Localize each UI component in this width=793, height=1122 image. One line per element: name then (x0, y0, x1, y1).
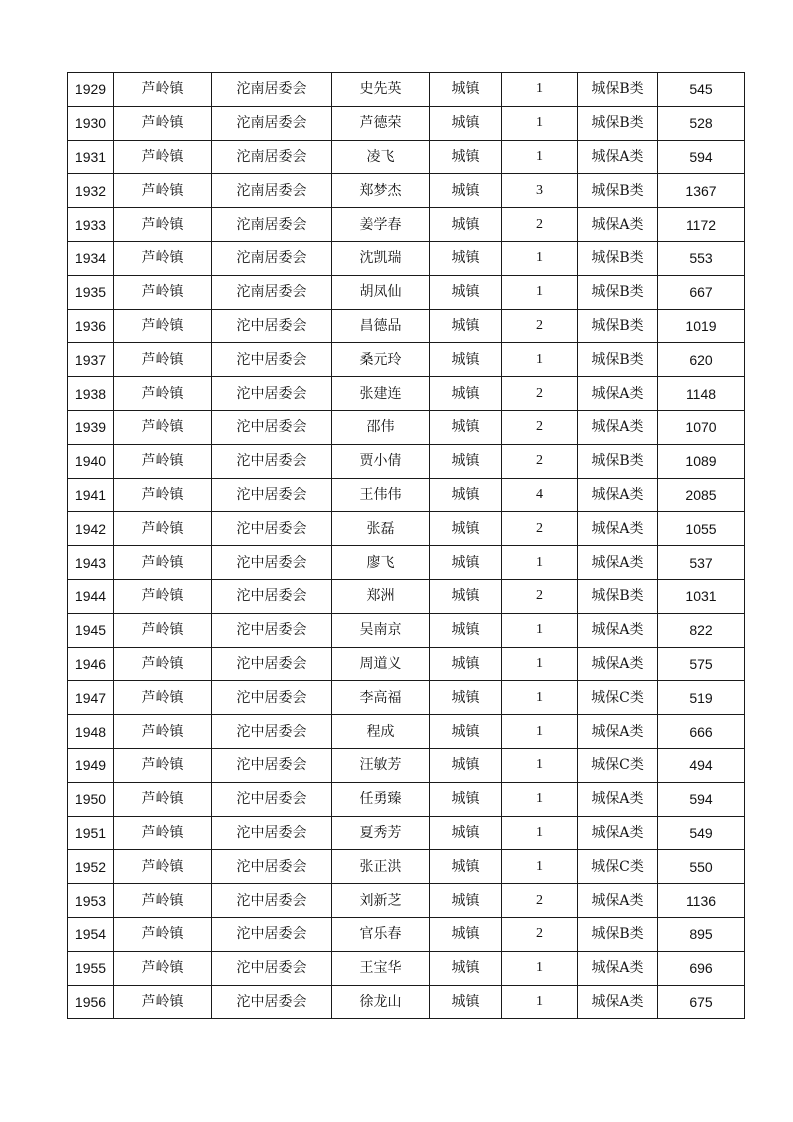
household-type-cell: 城镇 (430, 410, 502, 444)
community-cell: 沱中居委会 (212, 951, 332, 985)
record-number-cell: 1946 (68, 647, 114, 681)
community-cell: 沱中居委会 (212, 579, 332, 613)
assistance-category-cell: 城保A类 (578, 613, 658, 647)
town-cell: 芦岭镇 (114, 512, 212, 546)
table-row (68, 410, 745, 444)
household-type-cell: 城镇 (430, 174, 502, 208)
table-row (68, 546, 745, 580)
household-type-cell: 城镇 (430, 208, 502, 242)
household-type-cell: 城镇 (430, 613, 502, 647)
record-number-cell: 1930 (68, 106, 114, 140)
amount-cell: 545 (658, 73, 745, 107)
record-number-cell: 1940 (68, 444, 114, 478)
amount-cell: 895 (658, 917, 745, 951)
name-cell: 周道义 (332, 647, 430, 681)
name-cell: 沈凯瑞 (332, 241, 430, 275)
table-row (68, 647, 745, 681)
town-cell: 芦岭镇 (114, 681, 212, 715)
town-cell: 芦岭镇 (114, 985, 212, 1019)
amount-cell: 553 (658, 241, 745, 275)
table-row (68, 884, 745, 918)
community-cell: 沱南居委会 (212, 140, 332, 174)
assistance-category-cell: 城保B类 (578, 579, 658, 613)
table-row (68, 343, 745, 377)
household-type-cell: 城镇 (430, 73, 502, 107)
assistance-category-cell: 城保A类 (578, 985, 658, 1019)
town-cell: 芦岭镇 (114, 73, 212, 107)
name-cell: 徐龙山 (332, 985, 430, 1019)
assistance-category-cell: 城保A类 (578, 816, 658, 850)
name-cell: 史先英 (332, 73, 430, 107)
table-row (68, 715, 745, 749)
assistance-category-cell: 城保B类 (578, 275, 658, 309)
table-row (68, 275, 745, 309)
amount-cell: 1172 (658, 208, 745, 242)
name-cell: 芦德荣 (332, 106, 430, 140)
town-cell: 芦岭镇 (114, 241, 212, 275)
record-number-cell: 1934 (68, 241, 114, 275)
household-type-cell: 城镇 (430, 478, 502, 512)
household-size-cell: 1 (502, 73, 578, 107)
household-size-cell: 3 (502, 174, 578, 208)
record-number-cell: 1954 (68, 917, 114, 951)
town-cell: 芦岭镇 (114, 444, 212, 478)
amount-cell: 1136 (658, 884, 745, 918)
amount-cell: 1031 (658, 579, 745, 613)
town-cell: 芦岭镇 (114, 174, 212, 208)
name-cell: 贾小倩 (332, 444, 430, 478)
community-cell: 沱南居委会 (212, 106, 332, 140)
record-number-cell: 1947 (68, 681, 114, 715)
assistance-category-cell: 城保A类 (578, 512, 658, 546)
household-type-cell: 城镇 (430, 748, 502, 782)
household-size-cell: 1 (502, 106, 578, 140)
assistance-category-cell: 城保B类 (578, 106, 658, 140)
household-size-cell: 1 (502, 343, 578, 377)
record-number-cell: 1939 (68, 410, 114, 444)
name-cell: 张正洪 (332, 850, 430, 884)
assistance-category-cell: 城保B类 (578, 917, 658, 951)
assistance-category-cell: 城保B类 (578, 343, 658, 377)
household-size-cell: 4 (502, 478, 578, 512)
amount-cell: 2085 (658, 478, 745, 512)
name-cell: 程成 (332, 715, 430, 749)
town-cell: 芦岭镇 (114, 377, 212, 411)
household-size-cell: 1 (502, 816, 578, 850)
record-number-cell: 1955 (68, 951, 114, 985)
amount-cell: 494 (658, 748, 745, 782)
assistance-category-cell: 城保C类 (578, 748, 658, 782)
table-row (68, 850, 745, 884)
household-size-cell: 2 (502, 884, 578, 918)
amount-cell: 620 (658, 343, 745, 377)
name-cell: 桑元玲 (332, 343, 430, 377)
record-number-cell: 1952 (68, 850, 114, 884)
household-size-cell: 1 (502, 782, 578, 816)
name-cell: 官乐春 (332, 917, 430, 951)
community-cell: 沱中居委会 (212, 546, 332, 580)
amount-cell: 667 (658, 275, 745, 309)
household-type-cell: 城镇 (430, 140, 502, 174)
household-type-cell: 城镇 (430, 985, 502, 1019)
assistance-category-cell: 城保C类 (578, 850, 658, 884)
assistance-category-cell: 城保A类 (578, 140, 658, 174)
household-type-cell: 城镇 (430, 917, 502, 951)
table-row (68, 816, 745, 850)
name-cell: 郑梦杰 (332, 174, 430, 208)
town-cell: 芦岭镇 (114, 782, 212, 816)
records-table (67, 72, 745, 1019)
amount-cell: 1089 (658, 444, 745, 478)
assistance-category-cell: 城保B类 (578, 444, 658, 478)
name-cell: 凌飞 (332, 140, 430, 174)
record-number-cell: 1948 (68, 715, 114, 749)
amount-cell: 666 (658, 715, 745, 749)
household-size-cell: 1 (502, 681, 578, 715)
household-type-cell: 城镇 (430, 579, 502, 613)
record-number-cell: 1929 (68, 73, 114, 107)
record-number-cell: 1944 (68, 579, 114, 613)
table-row (68, 377, 745, 411)
table-row (68, 478, 745, 512)
town-cell: 芦岭镇 (114, 647, 212, 681)
assistance-category-cell: 城保A类 (578, 377, 658, 411)
household-size-cell: 1 (502, 275, 578, 309)
name-cell: 吴南京 (332, 613, 430, 647)
name-cell: 刘新芝 (332, 884, 430, 918)
town-cell: 芦岭镇 (114, 951, 212, 985)
table-row (68, 681, 745, 715)
community-cell: 沱中居委会 (212, 613, 332, 647)
record-number-cell: 1931 (68, 140, 114, 174)
community-cell: 沱中居委会 (212, 647, 332, 681)
community-cell: 沱中居委会 (212, 917, 332, 951)
name-cell: 张建连 (332, 377, 430, 411)
assistance-category-cell: 城保A类 (578, 951, 658, 985)
name-cell: 李高福 (332, 681, 430, 715)
household-size-cell: 1 (502, 850, 578, 884)
community-cell: 沱南居委会 (212, 208, 332, 242)
name-cell: 汪敏芳 (332, 748, 430, 782)
household-size-cell: 1 (502, 241, 578, 275)
community-cell: 沱中居委会 (212, 816, 332, 850)
town-cell: 芦岭镇 (114, 579, 212, 613)
household-size-cell: 2 (502, 444, 578, 478)
record-number-cell: 1938 (68, 377, 114, 411)
town-cell: 芦岭镇 (114, 884, 212, 918)
table-row (68, 512, 745, 546)
table-row (68, 241, 745, 275)
household-size-cell: 2 (502, 410, 578, 444)
table-row (68, 208, 745, 242)
record-number-cell: 1941 (68, 478, 114, 512)
community-cell: 沱中居委会 (212, 748, 332, 782)
community-cell: 沱中居委会 (212, 410, 332, 444)
name-cell: 邵伟 (332, 410, 430, 444)
table-row (68, 106, 745, 140)
assistance-category-cell: 城保B类 (578, 174, 658, 208)
community-cell: 沱中居委会 (212, 309, 332, 343)
household-size-cell: 2 (502, 208, 578, 242)
town-cell: 芦岭镇 (114, 275, 212, 309)
town-cell: 芦岭镇 (114, 715, 212, 749)
name-cell: 廖飞 (332, 546, 430, 580)
household-type-cell: 城镇 (430, 884, 502, 918)
name-cell: 胡凤仙 (332, 275, 430, 309)
name-cell: 任勇臻 (332, 782, 430, 816)
community-cell: 沱中居委会 (212, 377, 332, 411)
table-row (68, 309, 745, 343)
record-number-cell: 1949 (68, 748, 114, 782)
town-cell: 芦岭镇 (114, 343, 212, 377)
household-type-cell: 城镇 (430, 343, 502, 377)
amount-cell: 675 (658, 985, 745, 1019)
assistance-category-cell: 城保A类 (578, 478, 658, 512)
record-number-cell: 1932 (68, 174, 114, 208)
household-size-cell: 1 (502, 546, 578, 580)
town-cell: 芦岭镇 (114, 850, 212, 884)
amount-cell: 1148 (658, 377, 745, 411)
amount-cell: 696 (658, 951, 745, 985)
household-type-cell: 城镇 (430, 951, 502, 985)
household-type-cell: 城镇 (430, 850, 502, 884)
household-type-cell: 城镇 (430, 546, 502, 580)
table-row (68, 917, 745, 951)
record-number-cell: 1943 (68, 546, 114, 580)
household-type-cell: 城镇 (430, 444, 502, 478)
table-row (68, 579, 745, 613)
household-size-cell: 1 (502, 748, 578, 782)
record-number-cell: 1937 (68, 343, 114, 377)
household-type-cell: 城镇 (430, 782, 502, 816)
assistance-category-cell: 城保A类 (578, 782, 658, 816)
amount-cell: 550 (658, 850, 745, 884)
town-cell: 芦岭镇 (114, 816, 212, 850)
amount-cell: 1055 (658, 512, 745, 546)
assistance-category-cell: 城保B类 (578, 73, 658, 107)
assistance-category-cell: 城保B类 (578, 309, 658, 343)
household-size-cell: 1 (502, 140, 578, 174)
community-cell: 沱南居委会 (212, 73, 332, 107)
amount-cell: 537 (658, 546, 745, 580)
assistance-category-cell: 城保B类 (578, 241, 658, 275)
town-cell: 芦岭镇 (114, 478, 212, 512)
community-cell: 沱中居委会 (212, 444, 332, 478)
assistance-category-cell: 城保A类 (578, 410, 658, 444)
household-size-cell: 1 (502, 985, 578, 1019)
household-size-cell: 1 (502, 715, 578, 749)
amount-cell: 549 (658, 816, 745, 850)
record-number-cell: 1933 (68, 208, 114, 242)
amount-cell: 594 (658, 782, 745, 816)
assistance-category-cell: 城保A类 (578, 546, 658, 580)
household-type-cell: 城镇 (430, 715, 502, 749)
town-cell: 芦岭镇 (114, 410, 212, 444)
record-number-cell: 1950 (68, 782, 114, 816)
community-cell: 沱中居委会 (212, 478, 332, 512)
amount-cell: 575 (658, 647, 745, 681)
town-cell: 芦岭镇 (114, 546, 212, 580)
household-size-cell: 1 (502, 613, 578, 647)
household-type-cell: 城镇 (430, 816, 502, 850)
record-number-cell: 1936 (68, 309, 114, 343)
table-row (68, 140, 745, 174)
amount-cell: 1070 (658, 410, 745, 444)
name-cell: 王伟伟 (332, 478, 430, 512)
record-number-cell: 1956 (68, 985, 114, 1019)
record-number-cell: 1935 (68, 275, 114, 309)
town-cell: 芦岭镇 (114, 613, 212, 647)
record-number-cell: 1945 (68, 613, 114, 647)
name-cell: 昌德品 (332, 309, 430, 343)
household-type-cell: 城镇 (430, 309, 502, 343)
name-cell: 郑洲 (332, 579, 430, 613)
table-row (68, 782, 745, 816)
town-cell: 芦岭镇 (114, 748, 212, 782)
amount-cell: 822 (658, 613, 745, 647)
community-cell: 沱中居委会 (212, 512, 332, 546)
household-size-cell: 2 (502, 579, 578, 613)
assistance-category-cell: 城保A类 (578, 208, 658, 242)
table-row (68, 985, 745, 1019)
household-size-cell: 1 (502, 647, 578, 681)
assistance-category-cell: 城保A类 (578, 884, 658, 918)
community-cell: 沱中居委会 (212, 343, 332, 377)
household-size-cell: 2 (502, 309, 578, 343)
record-number-cell: 1953 (68, 884, 114, 918)
records-table-body (68, 73, 745, 1019)
household-size-cell: 2 (502, 377, 578, 411)
amount-cell: 594 (658, 140, 745, 174)
household-type-cell: 城镇 (430, 106, 502, 140)
household-size-cell: 2 (502, 917, 578, 951)
household-type-cell: 城镇 (430, 647, 502, 681)
table-row (68, 444, 745, 478)
community-cell: 沱南居委会 (212, 174, 332, 208)
name-cell: 王宝华 (332, 951, 430, 985)
town-cell: 芦岭镇 (114, 208, 212, 242)
town-cell: 芦岭镇 (114, 917, 212, 951)
community-cell: 沱中居委会 (212, 884, 332, 918)
amount-cell: 1367 (658, 174, 745, 208)
record-number-cell: 1942 (68, 512, 114, 546)
town-cell: 芦岭镇 (114, 309, 212, 343)
community-cell: 沱南居委会 (212, 275, 332, 309)
table-row (68, 73, 745, 107)
community-cell: 沱中居委会 (212, 985, 332, 1019)
table-row (68, 951, 745, 985)
household-type-cell: 城镇 (430, 681, 502, 715)
record-number-cell: 1951 (68, 816, 114, 850)
table-row (68, 613, 745, 647)
amount-cell: 1019 (658, 309, 745, 343)
name-cell: 夏秀芳 (332, 816, 430, 850)
household-size-cell: 1 (502, 951, 578, 985)
name-cell: 姜学春 (332, 208, 430, 242)
amount-cell: 519 (658, 681, 745, 715)
household-type-cell: 城镇 (430, 241, 502, 275)
community-cell: 沱中居委会 (212, 715, 332, 749)
name-cell: 张磊 (332, 512, 430, 546)
community-cell: 沱中居委会 (212, 850, 332, 884)
community-cell: 沱中居委会 (212, 681, 332, 715)
household-type-cell: 城镇 (430, 377, 502, 411)
assistance-category-cell: 城保A类 (578, 647, 658, 681)
household-type-cell: 城镇 (430, 512, 502, 546)
household-type-cell: 城镇 (430, 275, 502, 309)
town-cell: 芦岭镇 (114, 106, 212, 140)
town-cell: 芦岭镇 (114, 140, 212, 174)
community-cell: 沱中居委会 (212, 782, 332, 816)
table-row (68, 748, 745, 782)
community-cell: 沱南居委会 (212, 241, 332, 275)
assistance-category-cell: 城保A类 (578, 715, 658, 749)
table-row (68, 174, 745, 208)
amount-cell: 528 (658, 106, 745, 140)
assistance-category-cell: 城保C类 (578, 681, 658, 715)
household-size-cell: 2 (502, 512, 578, 546)
